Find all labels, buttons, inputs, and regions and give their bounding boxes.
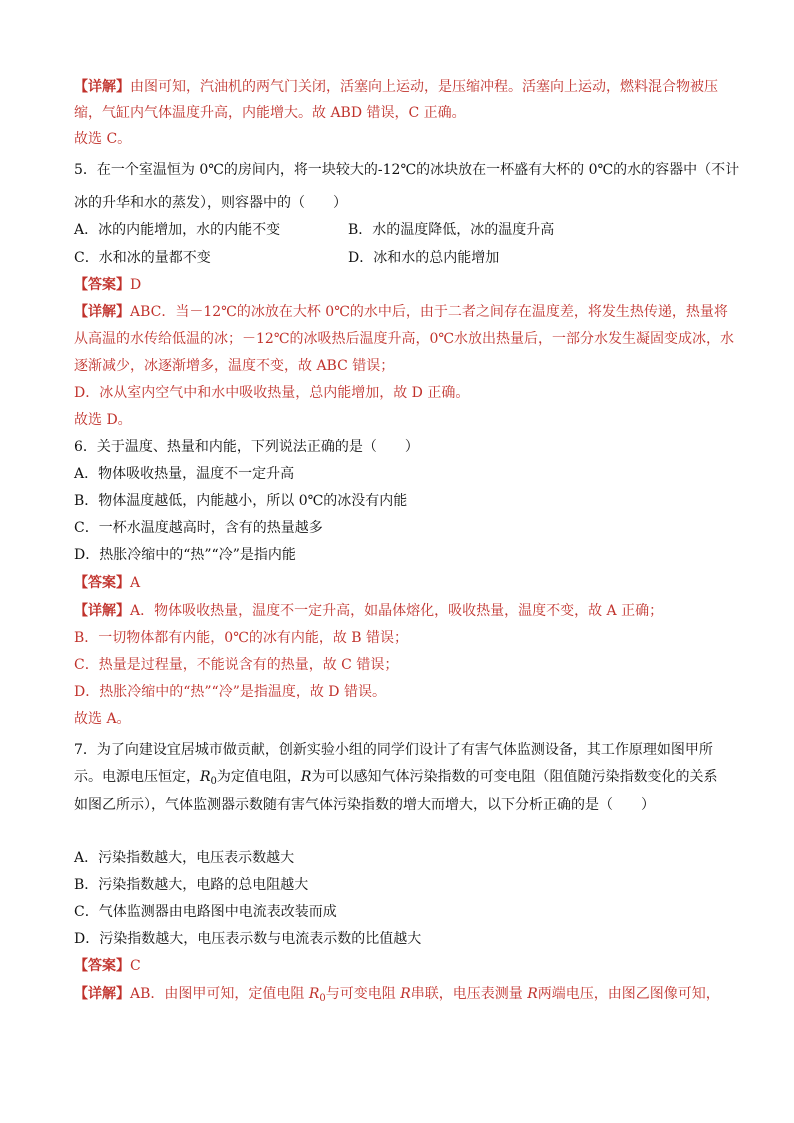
q5-detail-line-3: 逐渐减少，冰逐渐增多，温度不变，故 ABC 错误； <box>74 358 395 374</box>
q7-stem-line-2: 示。电源电压恒定，$R_0$为定值电阻，R为可以感知气体污染指数的可变电阻（阻值随污染指数变化的关系 <box>74 769 718 787</box>
r-symbol: R <box>527 986 538 1002</box>
q6-stem: 6．关于温度、热量和内能，下列说法正确的是（ ） <box>74 439 419 455</box>
q7-option-b: B．污染指数越大，电路的总电阻越大 <box>74 877 309 893</box>
detail-tag: 【详解】 <box>74 304 130 320</box>
q6-detail-line-1: 【详解】A．物体吸收热量，温度不一定升高，如晶体熔化，吸收热量，温度不变，故 A 正确； <box>74 603 664 619</box>
prev-choose: 故选 C。 <box>74 131 132 147</box>
q7-detail-line-1: 【详解】AB．由图甲可知，定值电阻 $R_0$与可变电阻 R串联，电压表测量 R两端电压，由图乙图像可知， <box>74 986 720 1004</box>
q7-option-a: A．污染指数越大，电压表示数越大 <box>74 850 295 866</box>
detail-tag: 【详解】 <box>74 79 130 95</box>
q5-detail-line-2: 从高温的水传给低温的冰；－12℃的冰吸热后温度升高，0℃水放出热量后，一部分水发生凝固变成冰，水 <box>74 331 735 347</box>
q7-option-c: C．气体监测器由电路图中电流表改装而成 <box>74 904 337 920</box>
q7-option-d: D．污染指数越大，电压表示数与电流表示数的比值越大 <box>74 931 422 947</box>
r-symbol: R <box>400 986 411 1002</box>
q5-option-a: A．冰的内能增加，水的内能不变 <box>74 222 281 238</box>
q6-answer-value: A <box>130 575 141 591</box>
q6-option-c: C．一杯水温度越高时，含有的热量越多 <box>74 520 323 536</box>
q6-choose: 故选 A。 <box>74 711 131 727</box>
r-symbol: R <box>300 769 312 785</box>
q6-detail-line-4: D．热胀冷缩中的“热”“冷”是指温度，故 D 错误。 <box>74 684 386 700</box>
q5-answer <box>74 275 141 295</box>
q6-detail-line-2: B．一切物体都有内能，0℃的冰有内能，故 B 错误； <box>74 630 409 646</box>
prev-detail-line-1: 【详解】由图可知，汽油机的两气门关闭，活塞向上运动，是压缩冲程。活塞向上运动，燃料混合物被压 <box>74 79 718 95</box>
r0-symbol: $R_0$ <box>200 769 217 787</box>
q7-stem-line-3: 如图乙所示），气体监测器示数随有害气体污染指数的增大而增大，以下分析正确的是（ ） <box>74 797 655 813</box>
q6-answer <box>74 573 140 593</box>
answer-tag: 【答案】 <box>74 277 130 293</box>
q5-option-d: D．冰和水的总内能增加 <box>348 250 500 266</box>
q5-option-b: B．水的温度降低，冰的温度升高 <box>348 222 555 238</box>
q5-stem-line-2: 冰的升华和水的蒸发），则容器中的（ ） <box>74 195 347 211</box>
q5-choose: 故选 D。 <box>74 412 132 428</box>
q5-stem-line-1: 5．在一个室温恒为 0℃的房间内，将一块较大的-12℃的冰块放在一杯盛有大杯的 0℃的水的容器中（不计 <box>74 162 740 178</box>
q6-detail-line-3: C．热量是过程量，不能说含有的热量，故 C 错误； <box>74 657 399 673</box>
detail-tag: 【详解】 <box>74 986 130 1002</box>
q5-detail-line-4: D．冰从室内空气中和水中吸收热量，总内能增加，故 D 正确。 <box>74 385 470 401</box>
prev-detail-line-2: 缩，气缸内气体温度升高，内能增大。故 ABD 错误，C 正确。 <box>74 105 466 121</box>
q7-stem-line-1: 7．为了向建设宜居城市做贡献，创新实验小组的同学们设计了有害气体监测设备，其工作原理如图甲所 <box>74 742 713 758</box>
answer-tag: 【答案】 <box>74 575 130 591</box>
detail-tag: 【详解】 <box>74 603 130 619</box>
q6-option-a: A．物体吸收热量，温度不一定升高 <box>74 466 295 482</box>
q6-option-b: B．物体温度越低，内能越小，所以 0℃的冰没有内能 <box>74 493 408 509</box>
answer-tag: 【答案】 <box>74 958 130 974</box>
q7-answer <box>74 956 141 976</box>
r0-symbol: $R_0$ <box>308 986 326 1004</box>
q5-option-c: C．水和冰的量都不变 <box>74 250 211 266</box>
q6-option-d: D．热胀冷缩中的“热”“冷”是指内能 <box>74 547 296 563</box>
q5-answer-value: D <box>130 277 142 293</box>
q7-answer-value: C <box>130 958 141 974</box>
q5-detail-line-1: 【详解】ABC．当－12℃的冰放在大杯 0℃的水中后，由于二者之间存在温度差，将发生热传递，热量将 <box>74 304 728 320</box>
